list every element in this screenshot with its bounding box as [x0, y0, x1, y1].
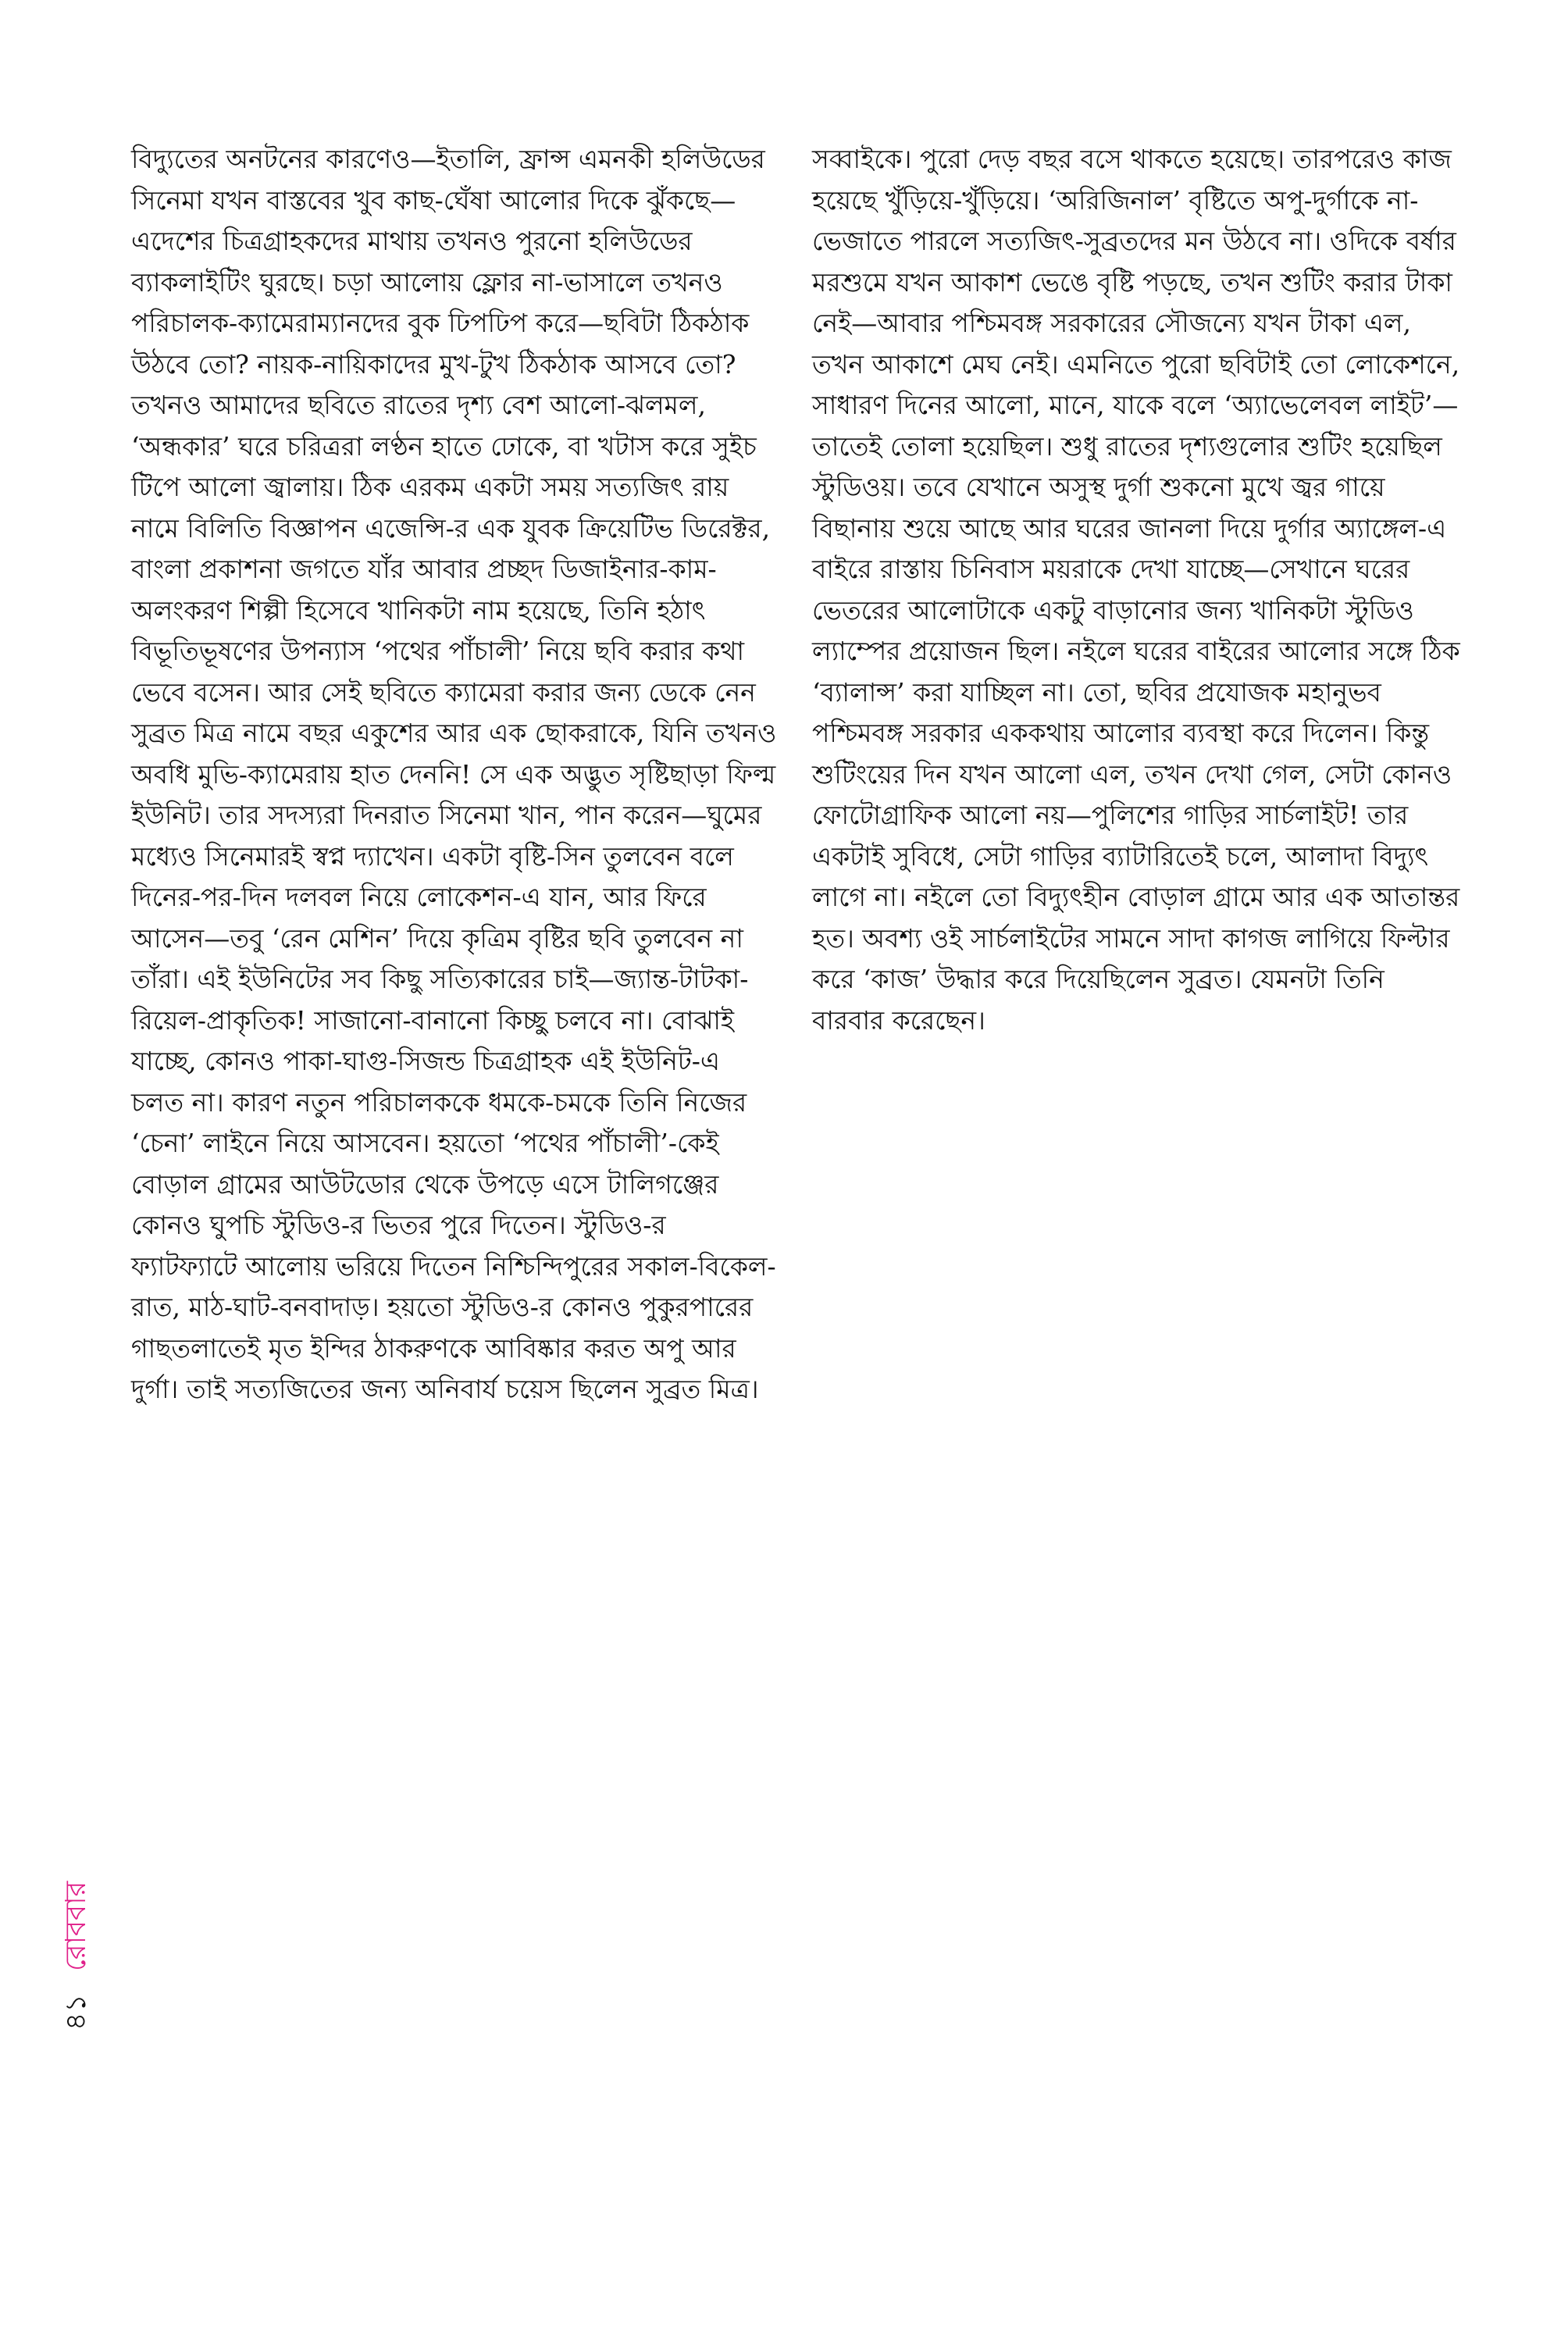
left-column — [131, 139, 779, 1410]
paragraph-left-1: বিদ্যুতের অনটনের কারণেও—ইতালি, ফ্রান্স এমনকী হলিউডের সিনেমা যখন বাস্তবের খুব কাছ-ঘেঁষা আলোর দিকে ঝুঁকছে—এদেশের চিত্রগ্রাহকদের মাথায় তখনও পুরনো হলিউডের ব্যাকলাইটিং ঘুরছে। চড়া আলোয় ফ্লোর না-ভাসালে তখনও পরিচালক-ক্যামেরাম্যানদের বুক ঢিপঢিপ করে—ছবিটা ঠিকঠাক উঠবে তো? নায়ক-নায়িকাদের মুখ-টুখ ঠিকঠাক আসবে তো? তখনও আমাদের ছবিতে রাতের দৃশ্য বেশ আলো-ঝলমল, ‘অন্ধকার’ ঘরে চরিত্ররা লণ্ঠন হাতে ঢোকে, বা খটাস করে সুইচ টিপে আলো জ্বালায়। ঠিক এরকম একটা সময় সত্যজিৎ রায় নামে বিলিতি বিজ্ঞাপন এজেন্সি-র এক যুবক ক্রিয়েটিভ ডিরেক্টর, বাংলা প্রকাশনা জগতে যাঁর আবার প্রচ্ছদ ডিজাইনার-কাম-অলংকরণ শিল্পী হিসেবে খানিকটা নাম হয়েছে, তিনি হঠাৎ বিভূতিভূষণের উপন্যাস ‘পথের পাঁচালী’ নিয়ে ছবি করার কথা ভেবে বসেন। আর সেই ছবিতে ক্যামেরা করার জন্য ডেকে নেন সুব্রত মিত্র নামে বছর একুশের আর এক ছোকরাকে, যিনি তখনও অবধি মুভি-ক্যামেরায় হাত দেননি! সে এক অদ্ভুত সৃষ্টিছাড়া ফিল্ম ইউনিট। তার সদস্যরা দিনরাত সিনেমা খান, পান করেন—ঘুমের মধ্যেও সিনেমারই স্বপ্ন দ্যাখেন। একটা বৃষ্টি-সিন তুলবেন বলে দিনের-পর-দিন দলবল নিয়ে লোকেশন-এ যান, আর ফিরে আসেন—তবু ‘রেন মেশিন’ দিয়ে কৃত্রিম বৃষ্টির ছবি তুলবেন না তাঁরা। এই ইউনিটের সব কিছু সত্যিকারের চাই—জ্যান্ত-টাটকা-রিয়েল-প্রাকৃতিক! সাজানো-বানানো কিচ্ছু চলবে না। বোঝাই যাচ্ছে, কোনও পাকা-ঘাগু-সিজন্ড চিত্রগ্রাহক এই ইউনিট-এ চলত না। কারণ নতুন পরিচালককে ধমকে-চমকে তিনি নিজের ‘চেনা’ লাইনে নিয়ে আসবেন। হয়তো ‘পথের পাঁচালী’-কেই বোড়াল গ্রামের আউটডোর থেকে উপড়ে এসে টালিগঞ্জের কোনও ঘুপচি স্টুডিও-র ভিতর পুরে দিতেন। স্টুডিও-র ফ্যাটফ্যাটে আলোয় ভরিয়ে দিতেন নিশ্চিন্দিপুরের সকাল-বিকেল-রাত, মাঠ-ঘাট-বনবাদাড়। হয়তো স্টুডিও-র কোনও পুকুরপারের গাছতলাতেই মৃত ইন্দির ঠাকরুণকে আবিষ্কার করত অপু আর দুর্গা। তাই সত্যজিতের জন্য অনিবার্য চয়েস ছিলেন সুব্রত মিত্র। — [131, 144, 777, 1404]
right-column — [812, 139, 1460, 1041]
paragraph-right-1: সব্বাইকে। পুরো দেড় বছর বসে থাকতে হয়েছে। তারপরেও কাজ হয়েছে খুঁড়িয়ে-খুঁড়িয়ে। ‘অরিজিনাল’ বৃষ্টিতে অপু-দুর্গাকে না-ভেজাতে পারলে সত্যজিৎ-সুব্রতদের মন উঠবে না। ওদিকে বর্ষার মরশুমে যখন আকাশ ভেঙে বৃষ্টি পড়ছে, তখন শুটিং করার টাকা নেই—আবার পশ্চিমবঙ্গ সরকারের সৌজন্যে যখন টাকা এল, তখন আকাশে মেঘ নেই। এমনিতে পুরো ছবিটাই তো লোকেশনে, সাধারণ দিনের আলো, মানে, যাকে বলে ‘অ্যাভেলেবল লাইট’—তাতেই তোলা হয়েছিল। শুধু রাতের দৃশ্যগুলোর শুটিং হয়েছিল স্টুডিওয়। তবে যেখানে অসুস্থ দুর্গা শুকনো মুখে জ্বর গায়ে বিছানায় শুয়ে আছে আর ঘরের জানলা দিয়ে দুর্গার অ্যাঙ্গেল-এ বাইরে রাস্তায় চিনিবাস ময়রাকে দেখা যাচ্ছে—সেখানে ঘরের ভেতরের আলোটাকে একটু বাড়ানোর জন্য খানিকটা স্টুডিও ল্যাম্পের প্রয়োজন ছিল। নইলে ঘরের বাইরের আলোর সঙ্গে ঠিক ‘ব্যালান্স’ করা যাচ্ছিল না। তো, ছবির প্রযোজক মহানুভব পশ্চিমবঙ্গ সরকার এককথায় আলোর ব্যবস্থা করে দিলেন। কিন্তু শুটিংয়ের দিন যখন আলো এল, তখন দেখা গেল, সেটা কোনও ফোটোগ্রাফিক আলো নয়—পুলিশের গাড়ির সার্চলাইট! তার একটাই সুবিধে, সেটা গাড়ির ব্যাটারিতেই চলে, আলাদা বিদ্যুৎ লাগে না। নইলে তো বিদ্যুৎহীন বোড়াল গ্রামে আর এক আতান্তর হত। অবশ্য ওই সার্চলাইটের সামনে সাদা কাগজ লাগিয়ে ফিল্টার করে ‘কাজ’ উদ্ধার করে দিয়েছিলেন সুব্রত। যেমনটা তিনি বারবার করেছেন। — [812, 144, 1460, 1036]
magazine-name: রোববার — [60, 1881, 92, 1971]
page-number: ৪১ — [60, 1994, 92, 2031]
page-footer — [55, 1881, 102, 2031]
